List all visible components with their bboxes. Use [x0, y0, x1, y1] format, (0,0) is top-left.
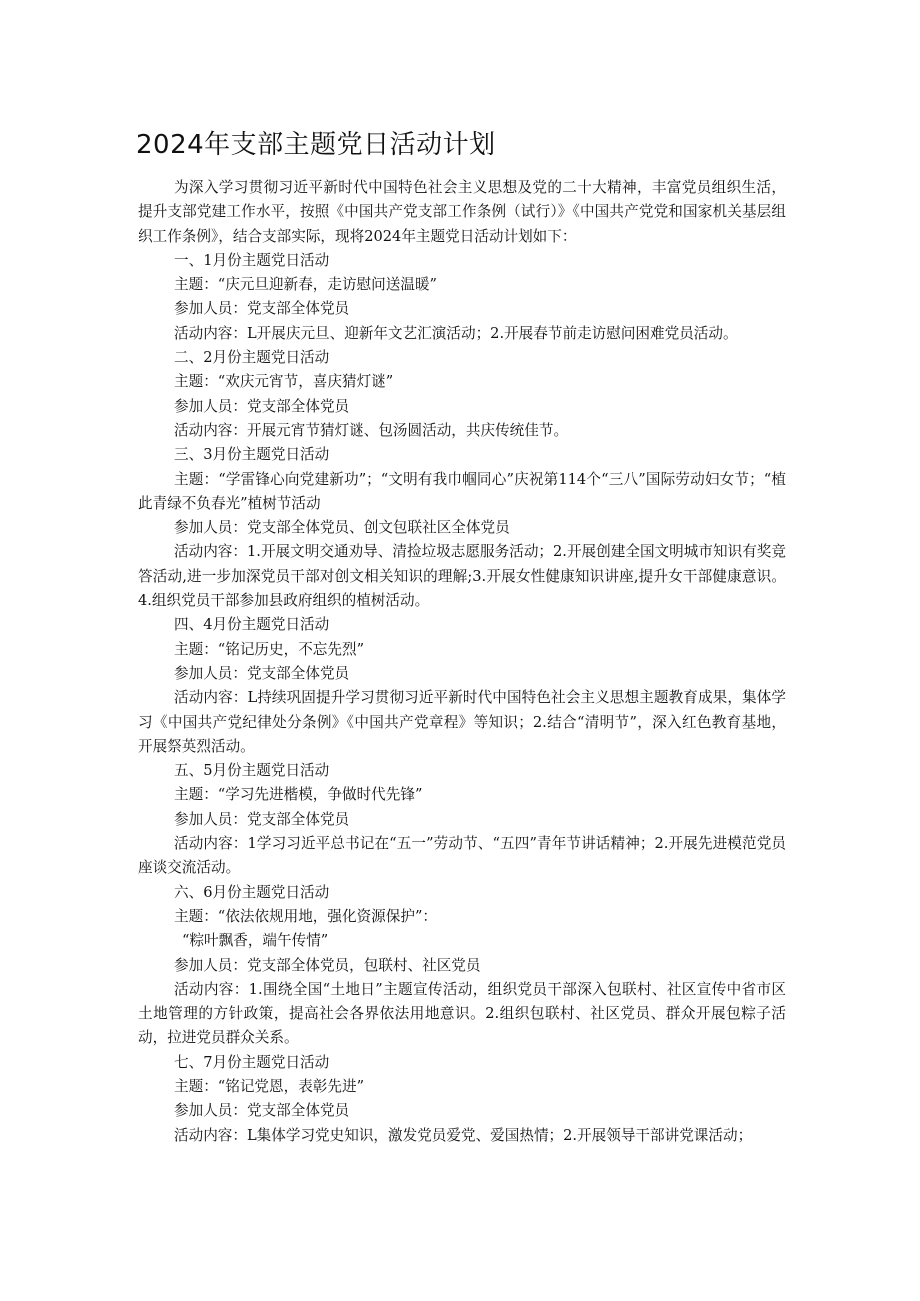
- section-heading-jul: 七、7月份主题党日活动: [174, 1053, 330, 1071]
- activity-apr: 活动内容：L持续巩固提升学习贯彻习近平新时代中国特色社会主义思想主题教育成果，集体学习《中国共产党纪律处分条例》《中国共产党章程》等知识；2.结合“清明节”，深入红色教育基地，开展祭英烈活动。: [138, 689, 786, 755]
- activity-jul: 活动内容：L集体学习党史知识，激发党员爱党、爱国热情；2.开展领导干部讲党课活动；: [174, 1126, 753, 1144]
- section-heading-jan: 一、1月份主题党日活动: [174, 251, 330, 269]
- participants-jan: 参加人员：党支部全体党员: [174, 300, 350, 318]
- participants-apr: 参加人员：党支部全体党员: [174, 664, 350, 682]
- participants-mar: 参加人员：党支部全体党员、创文包联社区全体党员: [174, 519, 510, 537]
- theme-jun-second: “粽叶飘香，端午传情”: [182, 932, 329, 950]
- activity-jan: 活动内容：L开展庆元旦、迎新年文艺汇演活动；2.开展春节前走访慰问困难党员活动。: [174, 324, 738, 342]
- activity-jun: 活动内容：1.围绕全国“土地日”主题宣传活动，组织党员干部深入包联村、社区宣传中省市区土地管理的方针政策，提高社会各界依法用地意识。2.组织包联村、社区党员、群众开展包粽子活动，拉进党员群众关系。: [138, 980, 786, 1047]
- section-heading-feb: 二、2月份主题党日活动: [174, 349, 330, 367]
- document-body: [138, 176, 786, 1148]
- theme-jun: 主题：“依法依规用地，强化资源保护”：: [174, 907, 438, 925]
- section-heading-apr: 四、4月份主题党日活动: [174, 616, 330, 634]
- section-heading-jun: 六、6月份主题党日活动: [174, 883, 330, 901]
- theme-jan: 主题：“庆元旦迎新春，走访慰问送温暖”: [174, 276, 438, 294]
- theme-may: 主题：“学习先进楷模，争做时代先锋”: [174, 786, 423, 804]
- activity-may: 活动内容：1学习习近平总书记在“五一”劳动节、“五四”青年节讲话精神；2.开展先进模范党员座谈交流活动。: [138, 835, 786, 877]
- intro-paragraph: 为深入学习贯彻习近平新时代中国特色社会主义思想及党的二十大精神，丰富党员组织生活，提升支部党建工作水平，按照《中国共产党支部工作条例（试行）》《中国共产党党和国家机关基层组织工作条例》，结合支部实际，现将2024年主题党日活动计划如下：: [138, 179, 786, 245]
- participants-jun: 参加人员：党支部全体党员，包联村、社区党员: [174, 956, 481, 974]
- participants-may: 参加人员：党支部全体党员: [174, 810, 350, 828]
- theme-mar: 主题：“学雷锋心向党建新功”；“文明有我巾帼同心”庆祝第114个“三八”国际劳动妇女节；“植此青绿不负春光”植树节活动: [138, 470, 786, 512]
- section-heading-may: 五、5月份主题党日活动: [174, 762, 330, 780]
- participants-jul: 参加人员：党支部全体党员: [174, 1102, 350, 1120]
- document-title: 2024年支部主题党日活动计划: [136, 130, 496, 160]
- participants-feb: 参加人员：党支部全体党员: [174, 397, 350, 415]
- activity-mar: 活动内容：1.开展文明交通劝导、清捡垃圾志愿服务活动；2.开展创建全国文明城市知识有奖竞答活动,进一步加深党员干部对创文相关知识的理解;3.开展女性健康知识讲座,提升女干部健康意识。4.组织党员干部参加县政府组织的植树活动。: [138, 543, 786, 610]
- theme-apr: 主题：“铭记历史，不忘先烈”: [174, 640, 365, 658]
- theme-jul: 主题：“铭记党恩，表彰先进”: [174, 1077, 365, 1095]
- section-heading-mar: 三、3月份主题党日活动: [174, 446, 330, 464]
- theme-feb: 主题：“欢庆元宵节，喜庆猜灯谜”: [174, 373, 394, 391]
- activity-feb: 活动内容：开展元宵节猜灯谜、包汤圆活动，共庆传统佳节。: [174, 421, 569, 439]
